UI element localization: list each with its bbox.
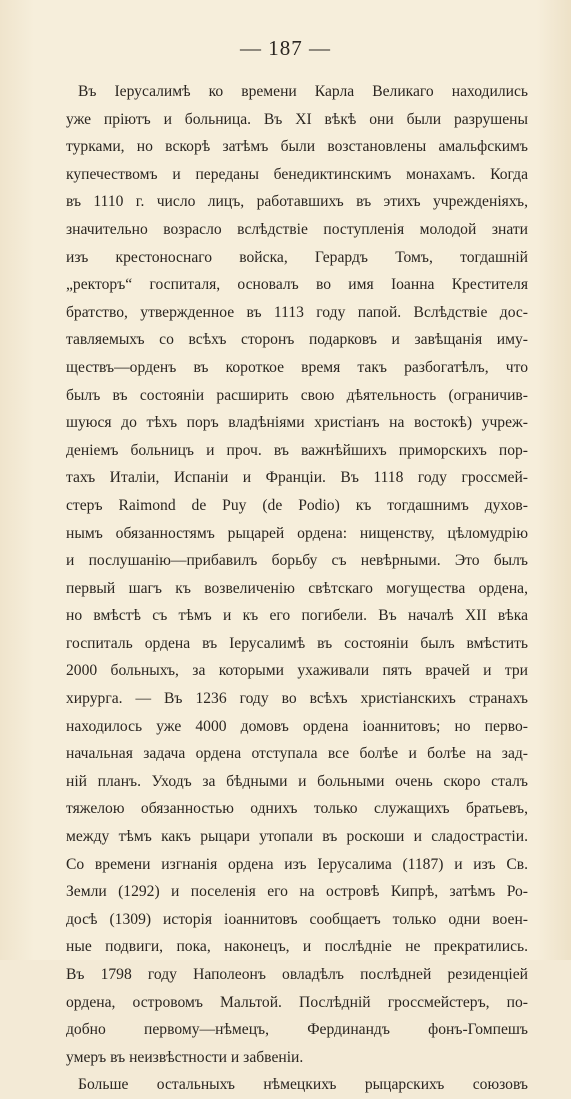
text-line: нымъ обязанностямъ рыцарей ордена: нищенству, цѣломудрію: [66, 524, 528, 542]
text-line: хирурга. — Въ 1236 году во всѣхъ христіанскихъ странахъ: [66, 690, 528, 708]
text-line: Въ Іерусалимѣ ко времени Карла Великаго находились: [78, 83, 528, 100]
text-line: первый шагъ къ возвеличенію свѣтскаго могущества ордена,: [66, 579, 528, 597]
text-line: Со времени изгнанія ордена изъ Іерусалима (1187) и изъ Св.: [66, 855, 528, 873]
text-line: и послушанію—прибавилъ борьбу съ невѣрными. Это былъ: [66, 552, 528, 570]
text-line: госпиталь ордена въ Іерусалимѣ въ состояніи былъ вмѣстить: [66, 634, 528, 652]
text-line: уже пріютъ и больница. Въ XI вѣкѣ они были разрушены: [66, 110, 528, 128]
text-line: тахъ Италіи, Испаніи и Франціи. Въ 1118 году гроссмей-: [66, 469, 528, 487]
page-number: — 187 —: [240, 36, 331, 60]
body-text: [66, 78, 528, 1099]
text-line: начальная задача ордена отступала все болѣе и болѣе на зад-: [66, 745, 528, 763]
text-line: братство, утвержденное въ 1113 году папой. Вслѣдствіе дос-: [66, 303, 528, 321]
text-line: находилось уже 4000 домовъ ордена іоаннитовъ; но перво-: [66, 717, 528, 735]
text-line: стеръ Raimond de Puy (de Podio) къ тогдашнимъ духов-: [66, 496, 528, 514]
text-line: турками, но вскорѣ затѣмъ были возстановлены амальфскимъ: [66, 138, 528, 156]
text-line: „ректоръ“ госпиталя, основалъ во имя Іоанна Крестителя: [66, 276, 528, 294]
text-line: умеръ въ неизвѣстности и забвеніи.: [66, 1048, 304, 1066]
text-line: ные подвиги, пока, наконецъ, и послѣдніе не прекратились.: [66, 938, 528, 956]
text-line: но вмѣстѣ съ тѣмъ и къ его погибели. Въ началѣ XII вѣка: [66, 607, 528, 625]
text-line: ній планъ. Уходъ за бѣдными и больными очень скоро сталъ: [66, 772, 528, 790]
text-line: ществъ—орденъ въ короткое время такъ разбогатѣлъ, что: [66, 358, 528, 376]
text-line: былъ въ состояніи расширить свою дѣятельность (ограничив-: [66, 386, 528, 404]
text-line: 2000 больныхъ, за которыми ухаживали пять врачей и три: [66, 662, 528, 680]
text-line: Земли (1292) и поселенія его на островѣ Кипрѣ, затѣмъ Ро-: [66, 883, 528, 901]
text-line: купечествомъ и переданы бенедиктинскимъ монахамъ. Когда: [66, 165, 528, 183]
text-line: значительно возрасло вслѣдствіе поступленія молодой знати: [66, 220, 528, 238]
text-line: Въ 1798 году Наполеонъ овладѣлъ послѣдней резиденціей: [66, 966, 528, 983]
text-line: тяжелою обязанностью однихъ только служащихъ братьевъ,: [66, 800, 528, 818]
text-line: въ 1110 г. число лицъ, работавшихъ въ этихъ учрежденіяхъ,: [66, 193, 528, 211]
text-line: деніемъ больницъ и проч. въ важнѣйшихъ приморскихъ пор-: [66, 441, 528, 459]
text-line: Больше остальныхъ нѣмецкихъ рыцарскихъ союзовъ: [78, 1076, 528, 1094]
text-line: ордена, островомъ Мальтой. Послѣдній гроссмейстеръ, по-: [66, 993, 528, 1011]
text-line: между тѣмъ какъ рыцари утопали въ роскоши и сладострастіи.: [66, 828, 528, 846]
text-line: изъ крестоноснаго войска, Герардъ Томъ, тогдашній: [66, 248, 528, 266]
text-line: тавляемыхъ со всѣхъ сторонъ подарковъ и завѣщанія иму-: [66, 331, 528, 349]
text-line: досѣ (1309) исторія іоаннитовъ сообщаетъ только одни воен-: [66, 910, 528, 928]
text-line: добно первому—нѣмецъ, Фердинандъ фонъ-Гомпешъ: [66, 1021, 528, 1039]
text-line: шуюся до тѣхъ поръ владѣніями христіанъ на востокѣ) учреж-: [66, 414, 528, 432]
